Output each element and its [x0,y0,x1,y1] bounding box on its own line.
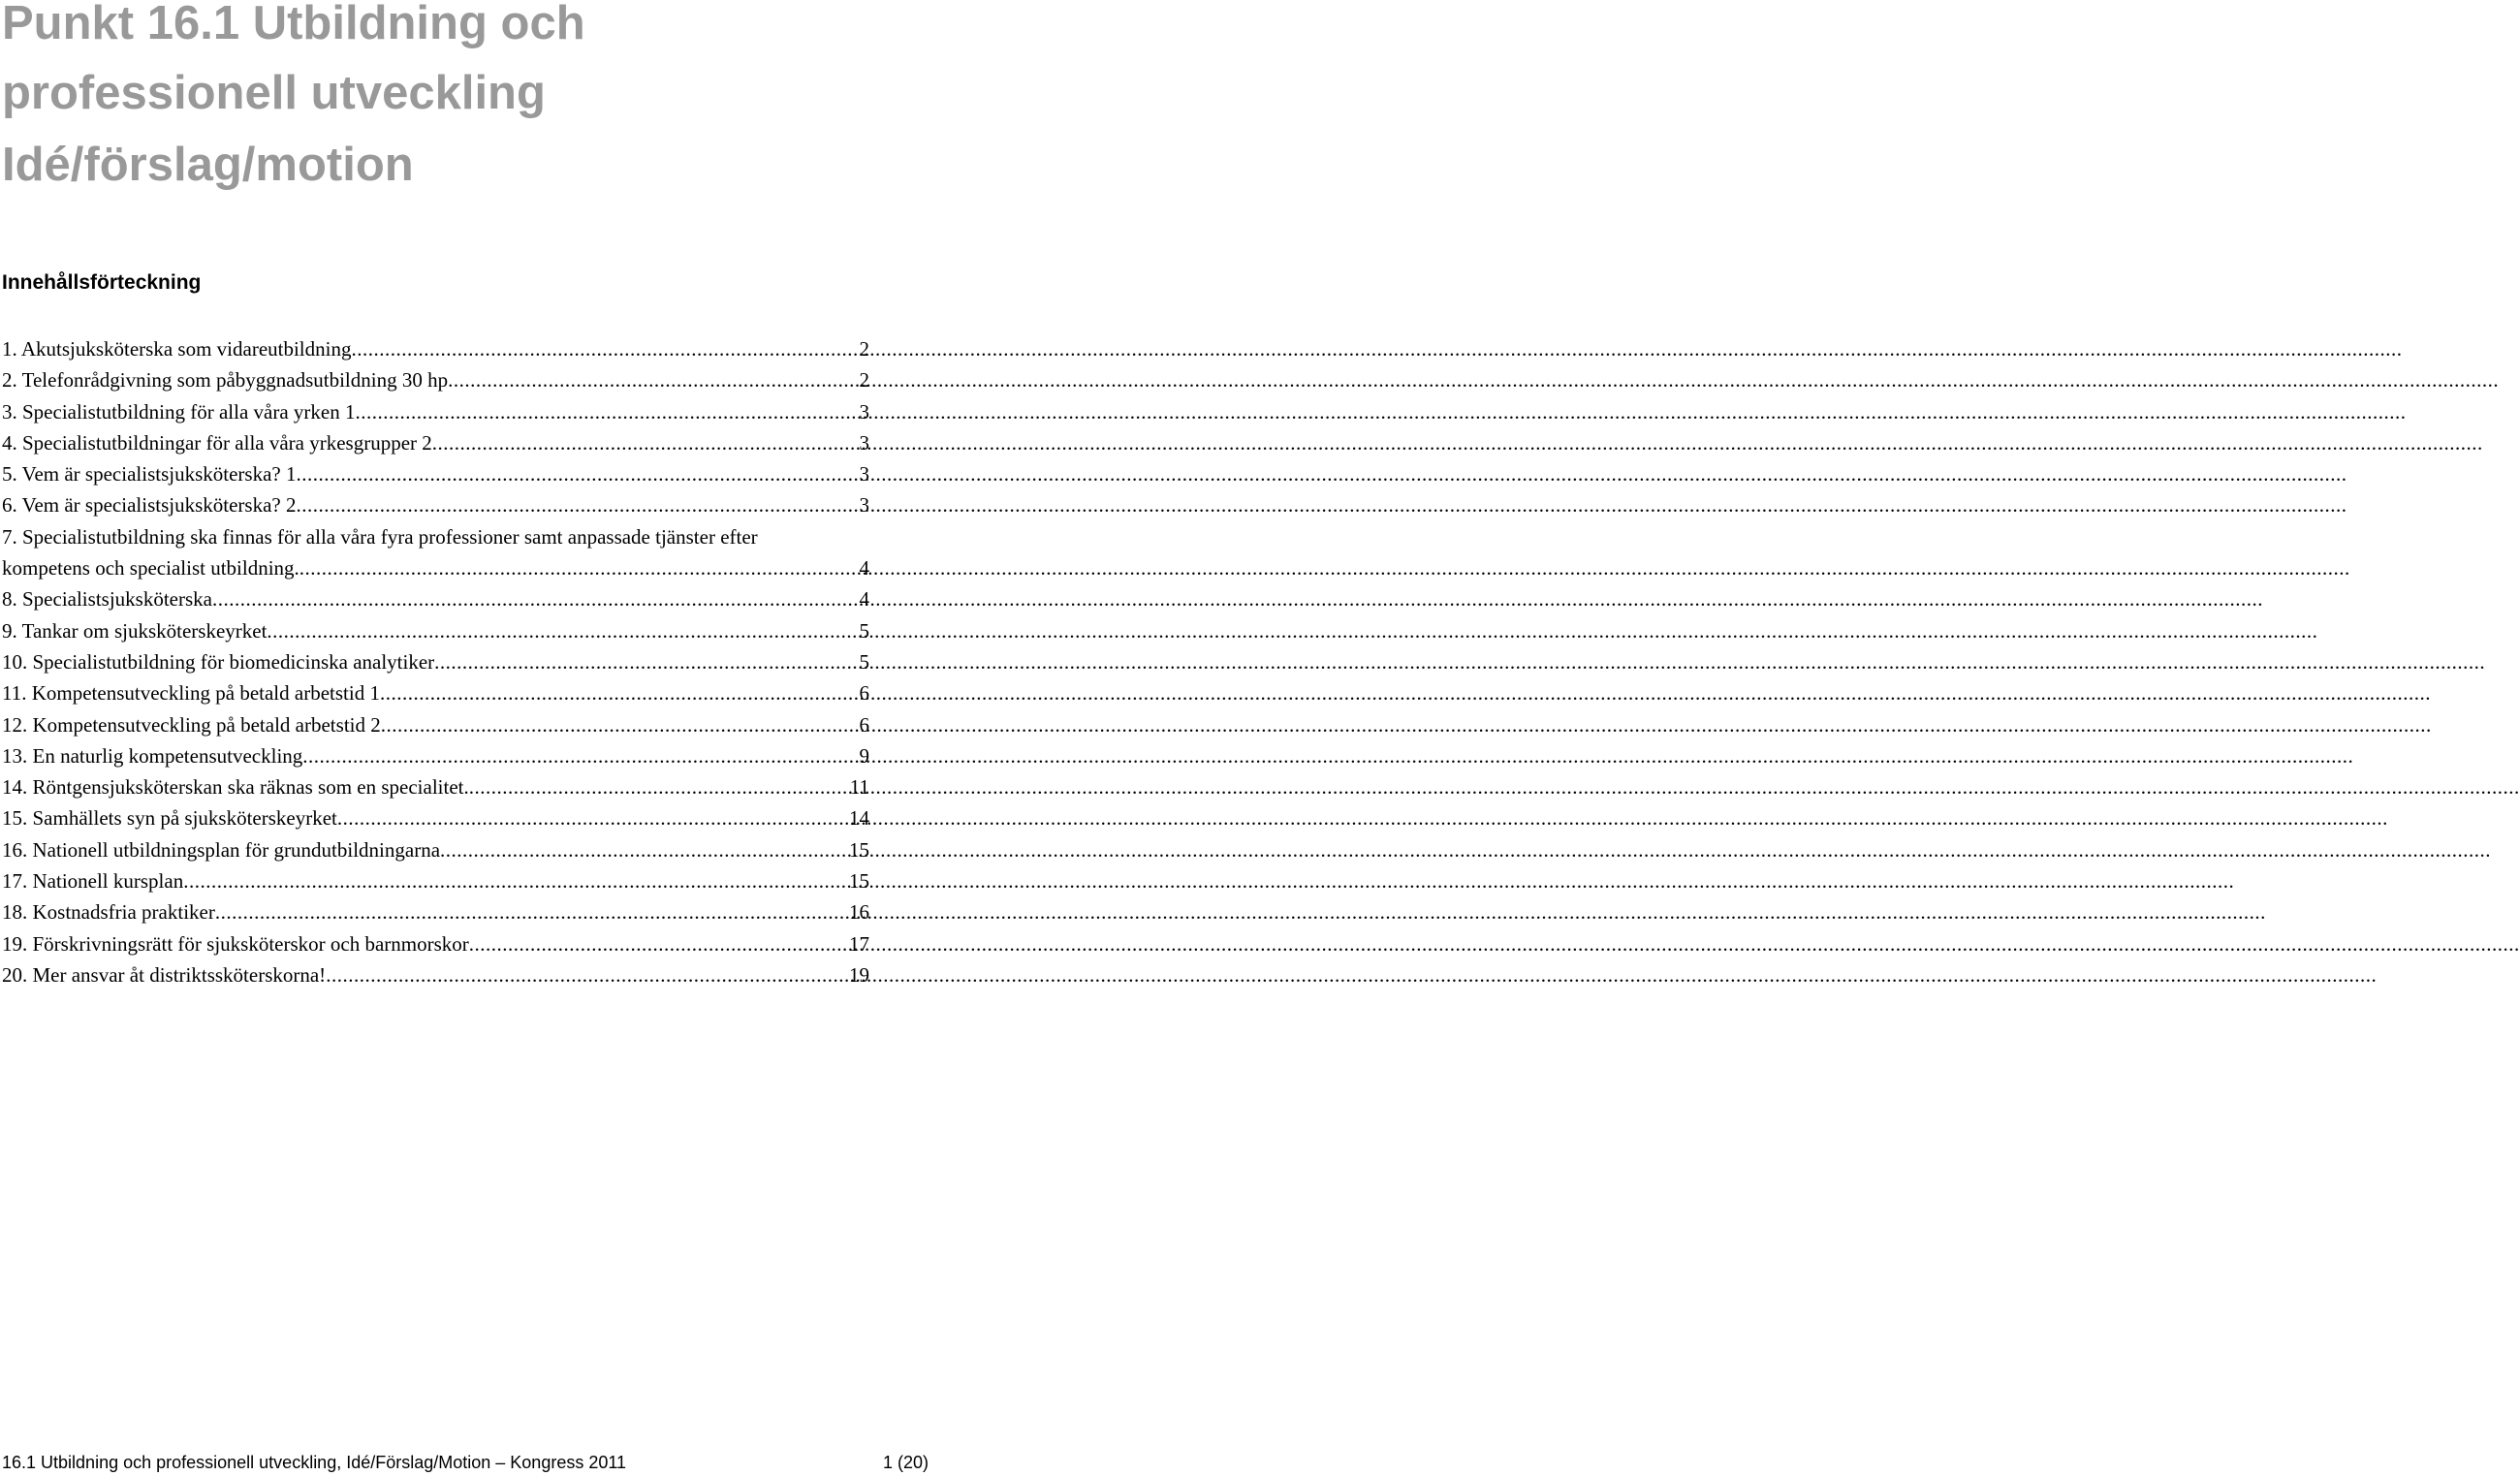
toc-leader-dots [299,552,857,583]
toc-entry-page: 3 [859,399,869,424]
toc-entry-title: 2. Telefonrådgivning som påbyggnadsutbildning 30 hp [2,368,449,393]
toc-entry[interactable] [2,802,869,833]
toc-entry-page: 5 [859,618,869,643]
footer-page-number: 1 (20) [882,1453,929,1472]
toc-entry-title: 20. Mer ansvar åt distriktssköterskorna! [2,962,327,987]
toc-leader-dots [381,709,857,740]
toc-leader-dots [337,802,846,833]
toc-entry-title: 9. Tankar om sjuksköterskeyrket [2,618,268,643]
toc-entry-title-line-1: 7. Specialistutbildning ska finnas för alla våra fyra professioner samt anpassade tjänster efter [2,524,758,549]
toc-entry-page: 3 [859,493,869,518]
toc-entry-page: 15 [849,837,869,862]
toc-entry[interactable] [2,771,869,802]
toc-entry-title: 4. Specialistutbildningar för alla våra yrkesgrupper 2 [2,430,432,455]
toc-entry-title: 14. Röntgensjuksköterskan ska räknas som en specialitet. [2,775,469,800]
toc-leader-dots [434,646,856,677]
toc-entry[interactable] [2,740,869,771]
toc-entry[interactable] [2,458,869,489]
toc-entry[interactable] [2,959,869,990]
toc-entry[interactable] [2,865,869,896]
toc-entry-title: 8. Specialistsjuksköterska [2,587,212,612]
toc-entry-page: 2 [859,368,869,393]
toc-entry-page: 14 [849,806,869,831]
toc-leader-dots [296,458,856,489]
toc-entry-title: 6. Vem är specialistsjuksköterska? 2 [2,493,297,518]
toc-entry[interactable] [2,896,869,927]
toc-entry-page: 2 [859,337,869,361]
toc-entry[interactable] [2,583,869,614]
toc-entry-page: 9 [859,743,869,768]
toc-entry-page: 6 [859,712,869,737]
toc-entry[interactable] [2,709,869,740]
title-line-3: Idé/förslag/motion [2,139,414,191]
toc-entry-title: 17. Nationell kursplan [2,869,184,894]
toc-entry-page: 15 [849,869,869,894]
toc-entry[interactable] [2,677,869,708]
toc-entry[interactable] [2,615,869,646]
toc-leader-dots [351,333,856,364]
toc-leader-dots [183,865,846,896]
toc-entry-page: 5 [859,649,869,674]
toc-entry-page: 11 [849,775,869,800]
toc-entry-title: 5. Vem är specialistsjuksköterska? 1 [2,462,297,487]
toc-leader-dots [469,771,847,802]
toc-entry-page: 6 [859,681,869,706]
toc-entry-page: 3 [859,430,869,455]
toc-entry[interactable] [2,646,869,677]
toc-entry[interactable] [2,364,869,395]
toc-leader-dots [215,896,846,927]
toc-entry-page: 17 [849,931,869,956]
toc-entry-title: 11. Kompetensutveckling på betald arbetstid 1 [2,681,380,706]
toc-entry-title: 18. Kostnadsfria praktiker [2,900,215,925]
toc-heading: Innehållsförteckning [2,271,202,294]
toc-entry[interactable] [2,834,869,865]
toc-leader-dots [440,834,846,865]
toc-leader-dots [432,427,857,458]
toc-entry[interactable] [2,396,869,427]
toc-entry-title: 13. En naturlig kompetensutveckling [2,743,303,768]
toc-leader-dots [302,740,856,771]
toc-entry[interactable] [2,521,869,584]
page-footer [2,1454,929,1471]
title-line-2: professionell utveckling [2,67,546,119]
toc-entry[interactable] [2,427,869,458]
toc-entry-title-line-2: kompetens och specialist utbildning. [2,556,299,581]
toc-leader-dots [212,583,857,614]
toc-entry-page: 19 [849,962,869,987]
toc-entry-title: 16. Nationell utbildningsplan för grundutbildningarna [2,837,441,862]
toc-entry-page: 4 [859,556,869,581]
toc-leader-dots [380,677,857,708]
toc-entry-title: 19. Förskrivningsrätt för sjuksköterskor och barnmorskor [2,931,469,956]
toc-leader-dots [469,928,846,959]
toc-leader-dots [356,396,857,427]
title-line-1: Punkt 16.1 Utbildning och [2,0,585,49]
toc-leader-dots [448,364,856,395]
toc-entry-page: 4 [859,587,869,612]
toc-entry[interactable] [2,333,869,364]
toc-entry-title: 1. Akutsjuksköterska som vidareutbildning [2,337,352,361]
toc-entry[interactable] [2,489,869,520]
toc-entry-page: 3 [859,462,869,487]
footer-document-title: 16.1 Utbildning och professionell utveckling, Idé/Förslag/Motion – Kongress 2011 [2,1453,627,1472]
toc-entry-title: 3. Specialistutbildning för alla våra yrken 1 [2,399,356,424]
toc-entry-title: 15. Samhällets syn på sjuksköterskeyrket [2,806,337,831]
toc-entry-title: 12. Kompetensutveckling på betald arbetstid 2 [2,712,381,737]
table-of-contents [2,333,869,990]
toc-entry-title: 10. Specialistutbildning för biomedicinska analytiker [2,649,435,674]
toc-entry[interactable] [2,928,869,959]
toc-leader-dots [326,959,846,990]
toc-entry-page: 16 [849,900,869,925]
toc-leader-dots [267,615,856,646]
toc-leader-dots [296,489,856,520]
